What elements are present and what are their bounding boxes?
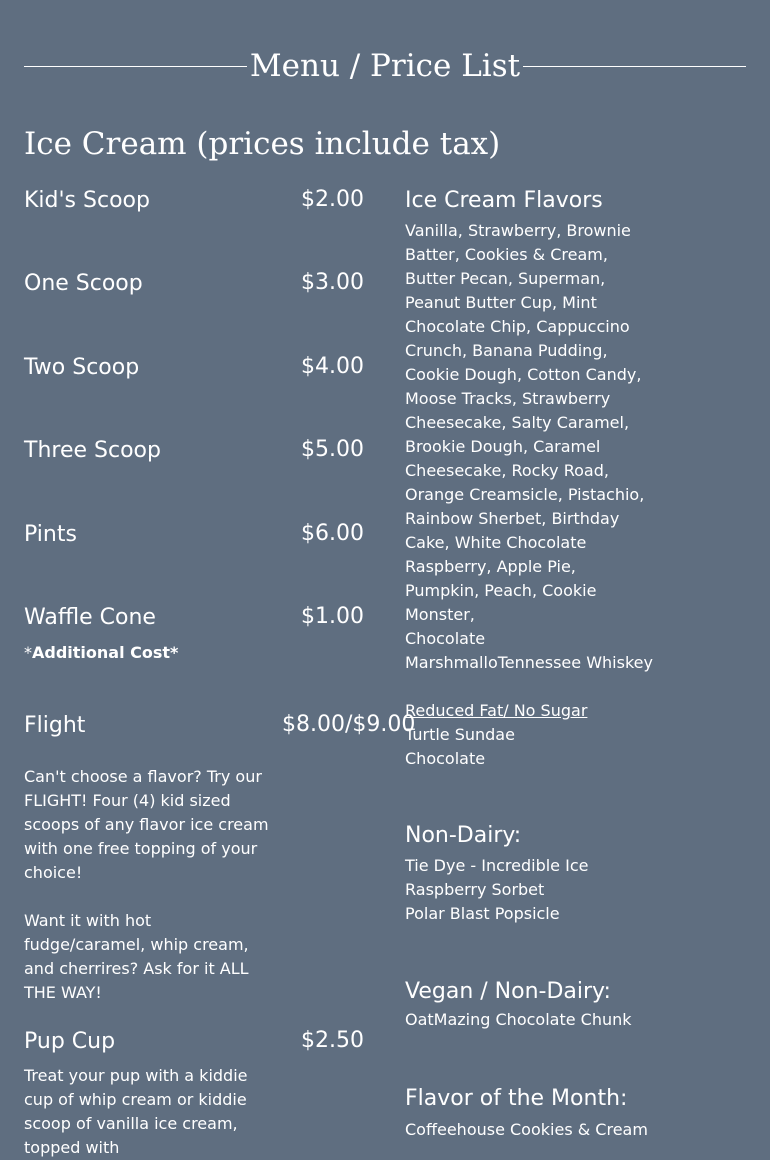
item-price-kids-scoop: $2.00 xyxy=(301,187,364,212)
item-name-waffle-cone: Waffle Cone xyxy=(24,605,156,630)
flavors-panel xyxy=(405,186,653,771)
reduced-list: Turtle Sundae Chocolate xyxy=(405,725,515,768)
item-price-two-scoop: $4.00 xyxy=(301,354,364,379)
item-price-three-scoop: $5.00 xyxy=(301,437,364,462)
title-divider-right xyxy=(523,66,746,67)
flight-description: Can't choose a flavor? Try our FLIGHT! Four (4) kid sized scoops of any flavor ice cream with one free topping of your choice! Want it with hot fudge/caramel, whip cream, and cherrires? Ask for it ALL THE WAY! xyxy=(24,767,269,1002)
item-price-waffle-cone: $1.00 xyxy=(301,604,364,629)
non-dairy-list: Tie Dye - Incredible Ice Raspberry Sorbet Polar Blast Popsicle xyxy=(405,856,589,923)
non-dairy-panel xyxy=(405,821,653,926)
note-prefix: * xyxy=(24,643,32,662)
item-name-pints: Pints xyxy=(24,522,77,547)
vegan-panel xyxy=(405,977,653,1032)
item-price-one-scoop: $3.00 xyxy=(301,270,364,295)
item-price-flight: $8.00/$9.00 xyxy=(282,712,416,737)
page-title: Menu / Price List xyxy=(249,48,521,84)
item-price-pup-cup: $2.50 xyxy=(301,1028,364,1053)
section-heading: Ice Cream (prices include tax) xyxy=(24,126,501,162)
non-dairy-heading: Non-Dairy: xyxy=(405,823,522,848)
item-name-pup-cup: Pup Cup xyxy=(24,1029,116,1054)
item-name-two-scoop: Two Scoop xyxy=(24,355,140,380)
flavors-list: Vanilla, Strawberry, Brownie Batter, Cookies & Cream, Butter Pecan, Superman, Peanut Butter Cup, Mint Chocolate Chip, Cappuccino Crunch, Banana Pudding, Cookie Dough, Cotton Candy, Moose Tracks, Strawberry Cheesecake, Salty Caramel, Brookie Dough, Caramel Cheesecake, Rocky Road, Orange Creamsicle, Pistachio, Rainbow Sherbet, Birthday Cake, White Chocolate Raspberry, Apple Pie, Pumpkin, Peach, Cookie Monster, Chocolate MarshmalloTennessee Whiskey xyxy=(405,221,653,672)
waffle-cone-note xyxy=(24,641,178,665)
flavor-of-month-list: Coffeehouse Cookies & Cream xyxy=(405,1120,648,1139)
note-bold: Additional Cost* xyxy=(32,643,179,662)
vegan-heading: Vegan / Non-Dairy: xyxy=(405,979,611,1004)
reduced-heading: Reduced Fat/ No Sugar xyxy=(405,701,588,720)
item-name-flight: Flight xyxy=(24,713,86,738)
flavor-of-month-panel xyxy=(405,1084,653,1142)
page-title-row xyxy=(24,44,746,88)
vegan-list: OatMazing Chocolate Chunk xyxy=(405,1010,632,1029)
item-name-kids-scoop: Kid's Scoop xyxy=(24,188,150,213)
flavors-heading: Ice Cream Flavors xyxy=(405,188,603,213)
pup-cup-description: Treat your pup with a kiddie cup of whip cream or kiddie scoop of vanilla ice cream, topped with xyxy=(24,1066,248,1157)
item-name-one-scoop: One Scoop xyxy=(24,271,143,296)
item-price-pints: $6.00 xyxy=(301,521,364,546)
flavor-of-month-heading: Flavor of the Month: xyxy=(405,1086,628,1111)
item-name-three-scoop: Three Scoop xyxy=(24,438,161,463)
